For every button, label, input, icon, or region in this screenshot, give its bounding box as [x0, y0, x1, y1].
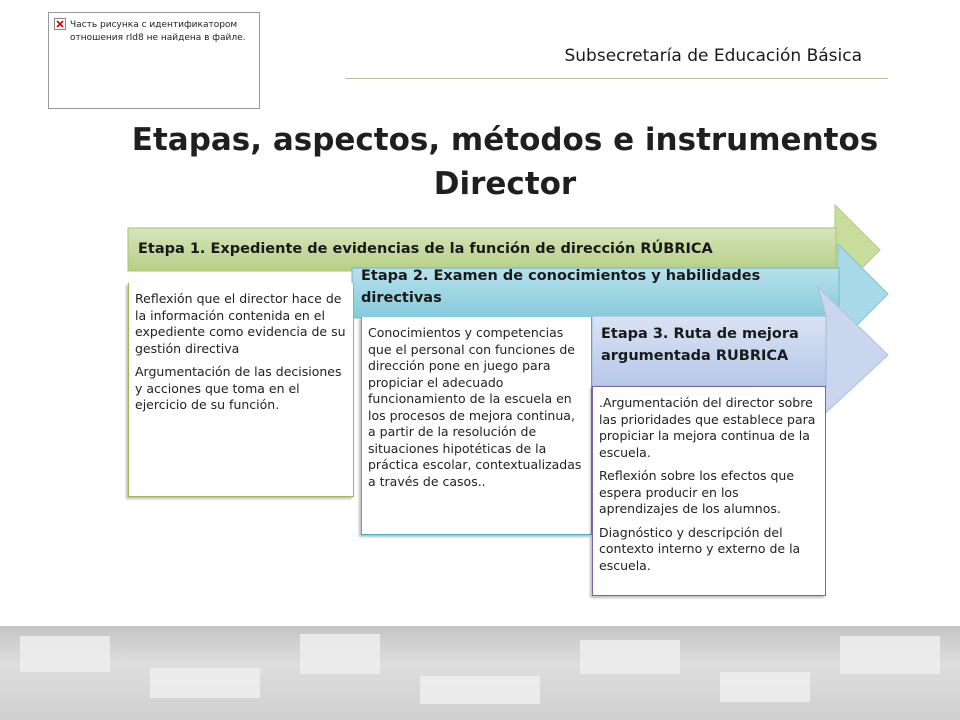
page-title: Etapas, aspectos, métodos e instrumentos Director	[131, 122, 879, 202]
stage-3-item: Reflexión sobre los efectos que espera producir en los aprendizajes de los alumnos.	[599, 468, 795, 516]
footer-decoration	[0, 626, 960, 720]
stage-1-content	[128, 283, 354, 497]
stage-2-content	[361, 317, 592, 535]
stage-1-item: Reflexión que el director hace de la información contenida en el expediente como evidencia de su gestión directiva	[135, 291, 346, 356]
subsecretaria-heading: Subsecretaría de Educación Básica	[564, 46, 862, 66]
stage-3-item: .Argumentación del director sobre las prioridades que establece para propiciar la mejora continua de la escuela.	[599, 395, 816, 460]
stage-3-content	[592, 386, 826, 596]
stage-2-item: Conocimientos y competencias que el personal con funciones de dirección pone en juego para propiciar el adecuado funcionamiento de la escuela en los procesos de mejora continua, a partir de la resolución de situaciones hipotéticas de la práctica escolar, contextualizadas a través de casos..	[368, 325, 582, 489]
stage-2-label: Etapa 2. Examen de conocimientos y habilidades directivas	[361, 268, 761, 306]
stage-3-label: Etapa 3. Ruta de mejora argumentada RUBRICA	[601, 326, 799, 364]
stage-1-label: Etapa 1. Expediente de evidencias de la función de dirección RÚBRICA	[138, 241, 713, 257]
broken-image-text: Часть рисунка с идентификатором отношения rId8 не найдена в файле.	[70, 20, 246, 43]
stage-3-item: Diagnóstico y descripción del contexto interno y externo de la escuela.	[599, 524, 801, 573]
stage-1-item: Argumentación de las decisiones y acciones que toma en el ejercicio de su función.	[135, 364, 342, 412]
